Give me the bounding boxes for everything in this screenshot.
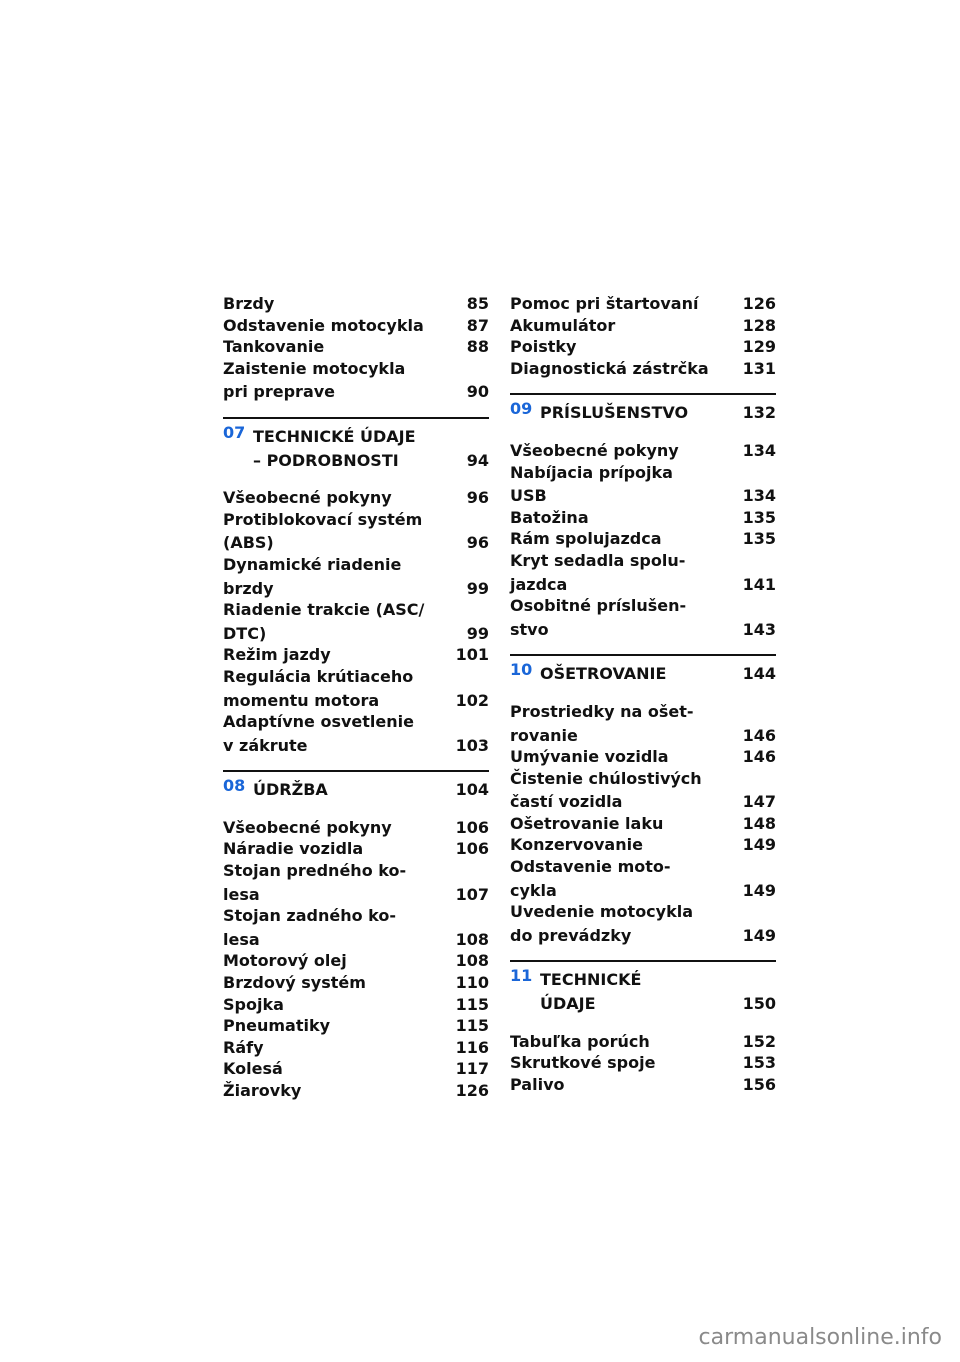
toc-entry[interactable]: [223, 578, 489, 600]
toc-entry-title: Všeobecné pokyny: [223, 488, 392, 508]
section-page: 132: [742, 403, 776, 423]
toc-entry[interactable]: [510, 856, 776, 878]
toc-entry[interactable]: [223, 487, 489, 509]
toc-entry-title: Akumulátor: [510, 315, 616, 335]
toc-entry-page: 146: [742, 725, 776, 745]
toc-entry[interactable]: [223, 599, 489, 621]
toc-entry[interactable]: [223, 1058, 489, 1080]
toc-entry[interactable]: [223, 972, 489, 994]
toc-entry-title: brzdy: [223, 578, 274, 598]
toc-entry-title: DTC): [223, 623, 267, 643]
section-divider: [510, 960, 776, 962]
toc-entry-title: cykla: [510, 880, 557, 900]
toc-entry[interactable]: [223, 644, 489, 666]
toc-entry[interactable]: [223, 381, 489, 403]
toc-entry-page: 134: [742, 486, 776, 506]
toc-entry-page: 128: [742, 315, 776, 335]
toc-entry[interactable]: [223, 950, 489, 972]
watermark: carmanualsonline.info: [698, 1325, 942, 1350]
toc-entry-page: 85: [466, 294, 489, 313]
toc-entry-title: Ráfy: [223, 1037, 264, 1057]
section-entries: [510, 440, 776, 640]
section-heading[interactable]: [510, 660, 776, 685]
toc-entry-page: 135: [742, 529, 776, 549]
toc-entry-title: Regulácia krútiaceho: [223, 666, 414, 686]
toc-entry-title: lesa: [223, 929, 260, 949]
toc-entry[interactable]: [510, 901, 776, 923]
toc-entry-title: Konzervovanie: [510, 835, 643, 855]
toc-entry-title: v zákrute: [223, 735, 308, 755]
toc-entry-page: 108: [455, 951, 489, 971]
toc-entry[interactable]: [510, 485, 776, 507]
toc-entry-title: pri preprave: [223, 382, 336, 402]
toc-entry[interactable]: [510, 813, 776, 835]
toc-entry-title: Riadenie trakcie (ASC/: [223, 600, 425, 620]
toc-entry-page: 117: [455, 1059, 489, 1079]
section-page: 94: [466, 450, 489, 470]
toc-entry-title: Batožina: [510, 507, 589, 527]
toc-entry[interactable]: [510, 462, 776, 484]
toc-entry-title: Všeobecné pokyny: [223, 817, 392, 837]
toc-entry-title: Žiarovky: [223, 1081, 302, 1100]
toc-entry-title: Palivo: [510, 1074, 565, 1094]
toc-entry-title: momentu motora: [223, 690, 380, 710]
toc-entry-title: Spojka: [223, 994, 284, 1014]
toc-entry[interactable]: [223, 1080, 489, 1102]
toc-entry[interactable]: [223, 666, 489, 688]
toc-entry[interactable]: [223, 711, 489, 733]
toc-entry[interactable]: [510, 701, 776, 723]
toc-entry-title: stvo: [510, 619, 549, 639]
toc-entry-page: 146: [742, 747, 776, 767]
toc-entry-page: 131: [742, 358, 776, 378]
toc-entry[interactable]: [510, 925, 776, 947]
toc-entry-page: 108: [455, 929, 489, 949]
toc-entry[interactable]: [223, 905, 489, 927]
toc-right-column: [510, 293, 776, 1095]
toc-entry-title: Dynamické riadenie: [223, 554, 402, 574]
toc-entry[interactable]: [223, 817, 489, 839]
toc-entry-page: 115: [455, 1016, 489, 1036]
toc-entry-title: častí vozidla: [510, 792, 623, 812]
toc-entry-page: 102: [455, 690, 489, 710]
toc-entry[interactable]: [223, 623, 489, 645]
toc-entry-title: Všeobecné pokyny: [510, 440, 679, 460]
toc-entry[interactable]: [510, 725, 776, 747]
toc-entry[interactable]: [510, 293, 776, 315]
toc-entry-page: 88: [466, 337, 489, 357]
toc-entry[interactable]: [510, 507, 776, 529]
toc-entry-title: Motorový olej: [223, 951, 347, 971]
toc-entry-title: Režim jazdy: [223, 645, 331, 665]
section-title: PRÍSLUŠENSTVO: [540, 403, 689, 423]
toc-entry[interactable]: [510, 791, 776, 813]
section-heading[interactable]: [510, 399, 776, 424]
toc-section: [510, 654, 776, 946]
section-entries: [223, 817, 489, 1102]
toc-entry-page: 110: [455, 973, 489, 993]
toc-entry[interactable]: [510, 358, 776, 380]
section-divider: [223, 417, 489, 419]
toc-entry-title: (ABS): [223, 533, 274, 553]
toc-entry-title: Diagnostická zástrčka: [510, 358, 709, 378]
toc-entry-title: Brzdový systém: [223, 973, 366, 993]
section-divider: [510, 393, 776, 395]
toc-entry-title: Čistenie chúlostivých: [510, 768, 702, 788]
toc-entry-title: Stojan predného ko-: [223, 861, 407, 881]
section-page: 144: [742, 664, 776, 684]
toc-entry[interactable]: [223, 1037, 489, 1059]
section-number: 07: [223, 422, 246, 442]
toc-entry[interactable]: [223, 735, 489, 757]
toc-entry-page: 103: [455, 735, 489, 755]
toc-entry[interactable]: [510, 528, 776, 550]
toc-section: [510, 960, 776, 1095]
toc-entry[interactable]: [510, 834, 776, 856]
section-number: 08: [223, 776, 246, 796]
section-heading[interactable]: [223, 776, 489, 801]
section-page: 150: [742, 994, 776, 1014]
toc-entry[interactable]: [223, 884, 489, 906]
toc-entry[interactable]: [510, 440, 776, 462]
toc-entry-title: do prevádzky: [510, 925, 632, 945]
toc-entry-page: 126: [742, 294, 776, 313]
toc-entry[interactable]: [510, 768, 776, 790]
toc-entry[interactable]: [510, 550, 776, 572]
section-heading[interactable]: [223, 422, 489, 471]
toc-entry-page: 116: [455, 1037, 489, 1057]
toc-entry[interactable]: [510, 336, 776, 358]
toc-entry-title: Kryt sedadla spolu-: [510, 550, 686, 570]
section-title: ÚDRŽBA: [253, 780, 328, 800]
toc-entry[interactable]: [510, 1052, 776, 1074]
toc-entry[interactable]: [223, 315, 489, 337]
toc-entry-title: Nabíjacia prípojka: [510, 462, 673, 482]
toc-left-column: [223, 293, 489, 1102]
toc-entry-title: jazdca: [510, 574, 568, 594]
section-title: TECHNICKÉ: [540, 970, 642, 990]
toc-entry-page: 115: [455, 994, 489, 1014]
section-title-line2: ÚDAJE: [540, 994, 596, 1014]
toc-entry-title: Ošetrovanie laku: [510, 813, 664, 833]
section-number: 11: [510, 966, 533, 986]
toc-entry[interactable]: [510, 595, 776, 617]
toc-entry-page: 99: [466, 623, 489, 643]
toc-entry-page: 134: [742, 440, 776, 460]
toc-entry-title: Poistky: [510, 337, 577, 357]
toc-section: [223, 770, 489, 1101]
toc-entry-page: 107: [455, 884, 489, 904]
toc-entry[interactable]: [223, 532, 489, 554]
toc-entry[interactable]: [223, 358, 489, 380]
toc-entry[interactable]: [223, 860, 489, 882]
toc-entry-page: 149: [742, 925, 776, 945]
section-number: 10: [510, 660, 533, 680]
toc-section: [223, 417, 489, 756]
section-title-line2: – PODROBNOSTI: [253, 450, 399, 470]
section-title: TECHNICKÉ ÚDAJE: [253, 426, 416, 446]
toc-entry-page: 149: [742, 835, 776, 855]
toc-entry-page: 106: [455, 839, 489, 859]
section-divider: [223, 770, 489, 772]
toc-entry-title: Odstavenie moto-: [510, 857, 671, 877]
toc-entry-title: Prostriedky na ošet-: [510, 701, 694, 721]
toc-entry[interactable]: [223, 929, 489, 951]
toc-entry-title: Stojan zadného ko-: [223, 906, 397, 926]
section-number: 09: [510, 399, 533, 419]
toc-entry-page: 106: [455, 817, 489, 837]
toc-entry[interactable]: [223, 994, 489, 1016]
toc-entry-title: Umývanie vozidla: [510, 747, 669, 767]
toc-entry-title: Osobitné príslušen-: [510, 596, 687, 616]
toc-entry-page: 87: [466, 315, 489, 335]
toc-entry-page: 147: [742, 792, 776, 812]
section-entries: [510, 1031, 776, 1096]
toc-entry[interactable]: [223, 509, 489, 531]
toc-entry-page: 126: [455, 1081, 489, 1100]
toc-entry-title: lesa: [223, 884, 260, 904]
toc-entry-title: Pomoc pri štartovaní: [510, 294, 699, 313]
toc-entry[interactable]: [223, 1015, 489, 1037]
toc-entry[interactable]: [510, 1031, 776, 1053]
toc-entry-title: Kolesá: [223, 1059, 283, 1079]
toc-entry-page: 153: [742, 1053, 776, 1073]
toc-entry-title: Zaistenie motocykla: [223, 358, 406, 378]
toc-entry[interactable]: [510, 746, 776, 768]
toc-entry-title: Skrutkové spoje: [510, 1053, 656, 1073]
toc-entry-page: 152: [742, 1031, 776, 1051]
section-divider: [510, 654, 776, 656]
toc-entry-page: 135: [742, 507, 776, 527]
toc-entry-page: 156: [742, 1074, 776, 1094]
section-entries: [223, 487, 489, 756]
toc-entry-page: 148: [742, 813, 776, 833]
toc-entry-title: Pneumatiky: [223, 1016, 331, 1036]
toc-entry[interactable]: [510, 880, 776, 902]
toc-entry-page: 101: [455, 645, 489, 665]
toc-entry-title: Odstavenie motocykla: [223, 315, 424, 335]
toc-entry[interactable]: [510, 315, 776, 337]
section-heading[interactable]: [510, 966, 776, 1014]
toc-entry-title: rovanie: [510, 725, 578, 745]
toc-entry[interactable]: [223, 690, 489, 712]
toc-entry-title: Náradie vozidla: [223, 839, 364, 859]
toc-entry-title: Tabuľka porúch: [510, 1031, 650, 1051]
section-entries: [510, 701, 776, 947]
section-page: 104: [455, 780, 489, 800]
toc-entry-page: 99: [466, 578, 489, 598]
toc-entry-title: Uvedenie motocykla: [510, 902, 694, 922]
toc-entry-page: 141: [742, 574, 776, 594]
toc-entry-title: Protiblokovací systém: [223, 509, 423, 529]
toc-entry[interactable]: [510, 1074, 776, 1096]
toc-entry[interactable]: [223, 554, 489, 576]
toc-entry-page: 129: [742, 337, 776, 357]
toc-entry-page: 96: [466, 488, 489, 508]
toc-entry[interactable]: [223, 293, 489, 315]
toc-entry-page: 143: [742, 619, 776, 639]
section-title: OŠETROVANIE: [540, 664, 667, 684]
toc-entry-title: Adaptívne osvetlenie: [223, 712, 414, 732]
toc-entry[interactable]: [223, 838, 489, 860]
toc-entry-title: USB: [510, 486, 547, 506]
toc-entry-page: 96: [466, 533, 489, 553]
toc-section: [510, 393, 776, 640]
toc-entry-page: 90: [466, 382, 489, 402]
toc-entry-page: 149: [742, 880, 776, 900]
toc-entry-title: Rám spolujazdca: [510, 529, 662, 549]
toc-entry[interactable]: [223, 336, 489, 358]
toc-entry[interactable]: [510, 619, 776, 641]
toc-entry-title: Tankovanie: [223, 337, 325, 357]
toc-entry-title: Brzdy: [223, 294, 275, 313]
toc-entry[interactable]: [510, 574, 776, 596]
